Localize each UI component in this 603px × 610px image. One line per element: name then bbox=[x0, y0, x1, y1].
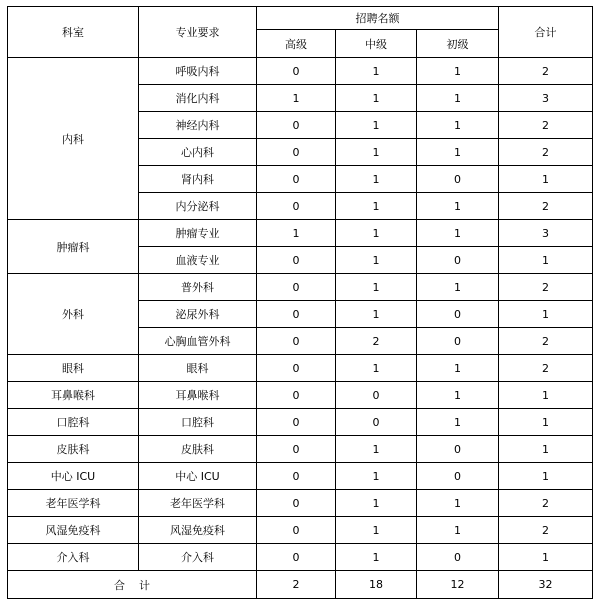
table-row bbox=[8, 490, 593, 517]
major-cell: 肾内科 bbox=[139, 166, 257, 193]
total-cell: 2 bbox=[499, 193, 593, 220]
header-row-1 bbox=[8, 7, 593, 30]
major-cell: 心内科 bbox=[139, 139, 257, 166]
senior-cell: 0 bbox=[257, 301, 336, 328]
middle-cell: 1 bbox=[336, 112, 417, 139]
recruitment-table-container bbox=[7, 6, 593, 599]
junior-cell: 1 bbox=[417, 112, 499, 139]
junior-cell: 0 bbox=[417, 463, 499, 490]
total-cell: 1 bbox=[499, 436, 593, 463]
dept-cell: 介入科 bbox=[8, 544, 139, 571]
total-cell: 1 bbox=[499, 409, 593, 436]
major-cell: 口腔科 bbox=[139, 409, 257, 436]
table-row bbox=[8, 274, 593, 301]
total-cell: 2 bbox=[499, 274, 593, 301]
junior-cell: 1 bbox=[417, 490, 499, 517]
senior-cell: 0 bbox=[257, 490, 336, 517]
dept-cell: 内科 bbox=[8, 58, 139, 220]
total-row bbox=[8, 571, 593, 599]
senior-cell: 0 bbox=[257, 58, 336, 85]
junior-cell: 1 bbox=[417, 58, 499, 85]
table-row bbox=[8, 544, 593, 571]
middle-cell: 0 bbox=[336, 382, 417, 409]
middle-cell: 1 bbox=[336, 301, 417, 328]
header-middle: 中级 bbox=[336, 30, 417, 58]
senior-cell: 1 bbox=[257, 85, 336, 112]
total-label: 合 计 bbox=[8, 571, 257, 599]
junior-cell: 1 bbox=[417, 193, 499, 220]
dept-cell: 老年医学科 bbox=[8, 490, 139, 517]
junior-cell: 0 bbox=[417, 301, 499, 328]
total-cell: 2 bbox=[499, 490, 593, 517]
middle-cell: 1 bbox=[336, 247, 417, 274]
header-senior: 高级 bbox=[257, 30, 336, 58]
major-cell: 老年医学科 bbox=[139, 490, 257, 517]
middle-cell: 1 bbox=[336, 85, 417, 112]
senior-cell: 0 bbox=[257, 166, 336, 193]
total-cell: 1 bbox=[499, 544, 593, 571]
junior-cell: 0 bbox=[417, 166, 499, 193]
major-cell: 血液专业 bbox=[139, 247, 257, 274]
middle-cell: 1 bbox=[336, 436, 417, 463]
senior-cell: 0 bbox=[257, 463, 336, 490]
senior-cell: 0 bbox=[257, 355, 336, 382]
total-senior: 2 bbox=[257, 571, 336, 599]
senior-cell: 0 bbox=[257, 112, 336, 139]
major-cell: 风湿免疫科 bbox=[139, 517, 257, 544]
middle-cell: 2 bbox=[336, 328, 417, 355]
major-cell: 消化内科 bbox=[139, 85, 257, 112]
dept-cell: 皮肤科 bbox=[8, 436, 139, 463]
header-total: 合计 bbox=[499, 7, 593, 58]
total-junior: 12 bbox=[417, 571, 499, 599]
dept-cell: 外科 bbox=[8, 274, 139, 355]
total-cell: 2 bbox=[499, 58, 593, 85]
major-cell: 眼科 bbox=[139, 355, 257, 382]
junior-cell: 0 bbox=[417, 544, 499, 571]
senior-cell: 0 bbox=[257, 274, 336, 301]
junior-cell: 0 bbox=[417, 247, 499, 274]
table-row bbox=[8, 517, 593, 544]
total-cell: 3 bbox=[499, 85, 593, 112]
major-cell: 呼吸内科 bbox=[139, 58, 257, 85]
senior-cell: 1 bbox=[257, 220, 336, 247]
middle-cell: 1 bbox=[336, 139, 417, 166]
dept-cell: 耳鼻喉科 bbox=[8, 382, 139, 409]
middle-cell: 1 bbox=[336, 490, 417, 517]
major-cell: 中心 ICU bbox=[139, 463, 257, 490]
table-row bbox=[8, 220, 593, 247]
junior-cell: 0 bbox=[417, 436, 499, 463]
senior-cell: 0 bbox=[257, 436, 336, 463]
middle-cell: 1 bbox=[336, 517, 417, 544]
senior-cell: 0 bbox=[257, 193, 336, 220]
middle-cell: 1 bbox=[336, 193, 417, 220]
senior-cell: 0 bbox=[257, 544, 336, 571]
dept-cell: 眼科 bbox=[8, 355, 139, 382]
dept-cell: 口腔科 bbox=[8, 409, 139, 436]
dept-cell: 肿瘤科 bbox=[8, 220, 139, 274]
middle-cell: 1 bbox=[336, 544, 417, 571]
senior-cell: 0 bbox=[257, 382, 336, 409]
middle-cell: 1 bbox=[336, 166, 417, 193]
total-cell: 2 bbox=[499, 139, 593, 166]
header-major: 专业要求 bbox=[139, 7, 257, 58]
total-cell: 1 bbox=[499, 382, 593, 409]
major-cell: 内分泌科 bbox=[139, 193, 257, 220]
recruitment-table bbox=[7, 6, 593, 599]
total-cell: 1 bbox=[499, 247, 593, 274]
junior-cell: 0 bbox=[417, 328, 499, 355]
total-sum: 32 bbox=[499, 571, 593, 599]
junior-cell: 1 bbox=[417, 382, 499, 409]
senior-cell: 0 bbox=[257, 517, 336, 544]
senior-cell: 0 bbox=[257, 409, 336, 436]
senior-cell: 0 bbox=[257, 328, 336, 355]
header-dept: 科室 bbox=[8, 7, 139, 58]
senior-cell: 0 bbox=[257, 139, 336, 166]
total-cell: 1 bbox=[499, 166, 593, 193]
table-row bbox=[8, 436, 593, 463]
major-cell: 普外科 bbox=[139, 274, 257, 301]
junior-cell: 1 bbox=[417, 139, 499, 166]
middle-cell: 0 bbox=[336, 409, 417, 436]
major-cell: 耳鼻喉科 bbox=[139, 382, 257, 409]
table-row bbox=[8, 58, 593, 85]
senior-cell: 0 bbox=[257, 247, 336, 274]
middle-cell: 1 bbox=[336, 220, 417, 247]
junior-cell: 1 bbox=[417, 517, 499, 544]
table-row bbox=[8, 382, 593, 409]
junior-cell: 1 bbox=[417, 355, 499, 382]
middle-cell: 1 bbox=[336, 355, 417, 382]
total-cell: 2 bbox=[499, 355, 593, 382]
junior-cell: 1 bbox=[417, 274, 499, 301]
major-cell: 泌尿外科 bbox=[139, 301, 257, 328]
dept-cell: 风湿免疫科 bbox=[8, 517, 139, 544]
major-cell: 皮肤科 bbox=[139, 436, 257, 463]
junior-cell: 1 bbox=[417, 85, 499, 112]
total-middle: 18 bbox=[336, 571, 417, 599]
header-quota: 招聘名额 bbox=[257, 7, 499, 30]
table-row bbox=[8, 409, 593, 436]
total-cell: 1 bbox=[499, 463, 593, 490]
table-row bbox=[8, 463, 593, 490]
junior-cell: 1 bbox=[417, 220, 499, 247]
major-cell: 神经内科 bbox=[139, 112, 257, 139]
middle-cell: 1 bbox=[336, 463, 417, 490]
table-body bbox=[8, 58, 593, 571]
table-row bbox=[8, 355, 593, 382]
major-cell: 心胸血管外科 bbox=[139, 328, 257, 355]
total-cell: 1 bbox=[499, 301, 593, 328]
header-junior: 初级 bbox=[417, 30, 499, 58]
middle-cell: 1 bbox=[336, 274, 417, 301]
junior-cell: 1 bbox=[417, 409, 499, 436]
total-cell: 2 bbox=[499, 517, 593, 544]
major-cell: 介入科 bbox=[139, 544, 257, 571]
middle-cell: 1 bbox=[336, 58, 417, 85]
major-cell: 肿瘤专业 bbox=[139, 220, 257, 247]
total-cell: 2 bbox=[499, 112, 593, 139]
dept-cell: 中心 ICU bbox=[8, 463, 139, 490]
total-cell: 2 bbox=[499, 328, 593, 355]
total-cell: 3 bbox=[499, 220, 593, 247]
